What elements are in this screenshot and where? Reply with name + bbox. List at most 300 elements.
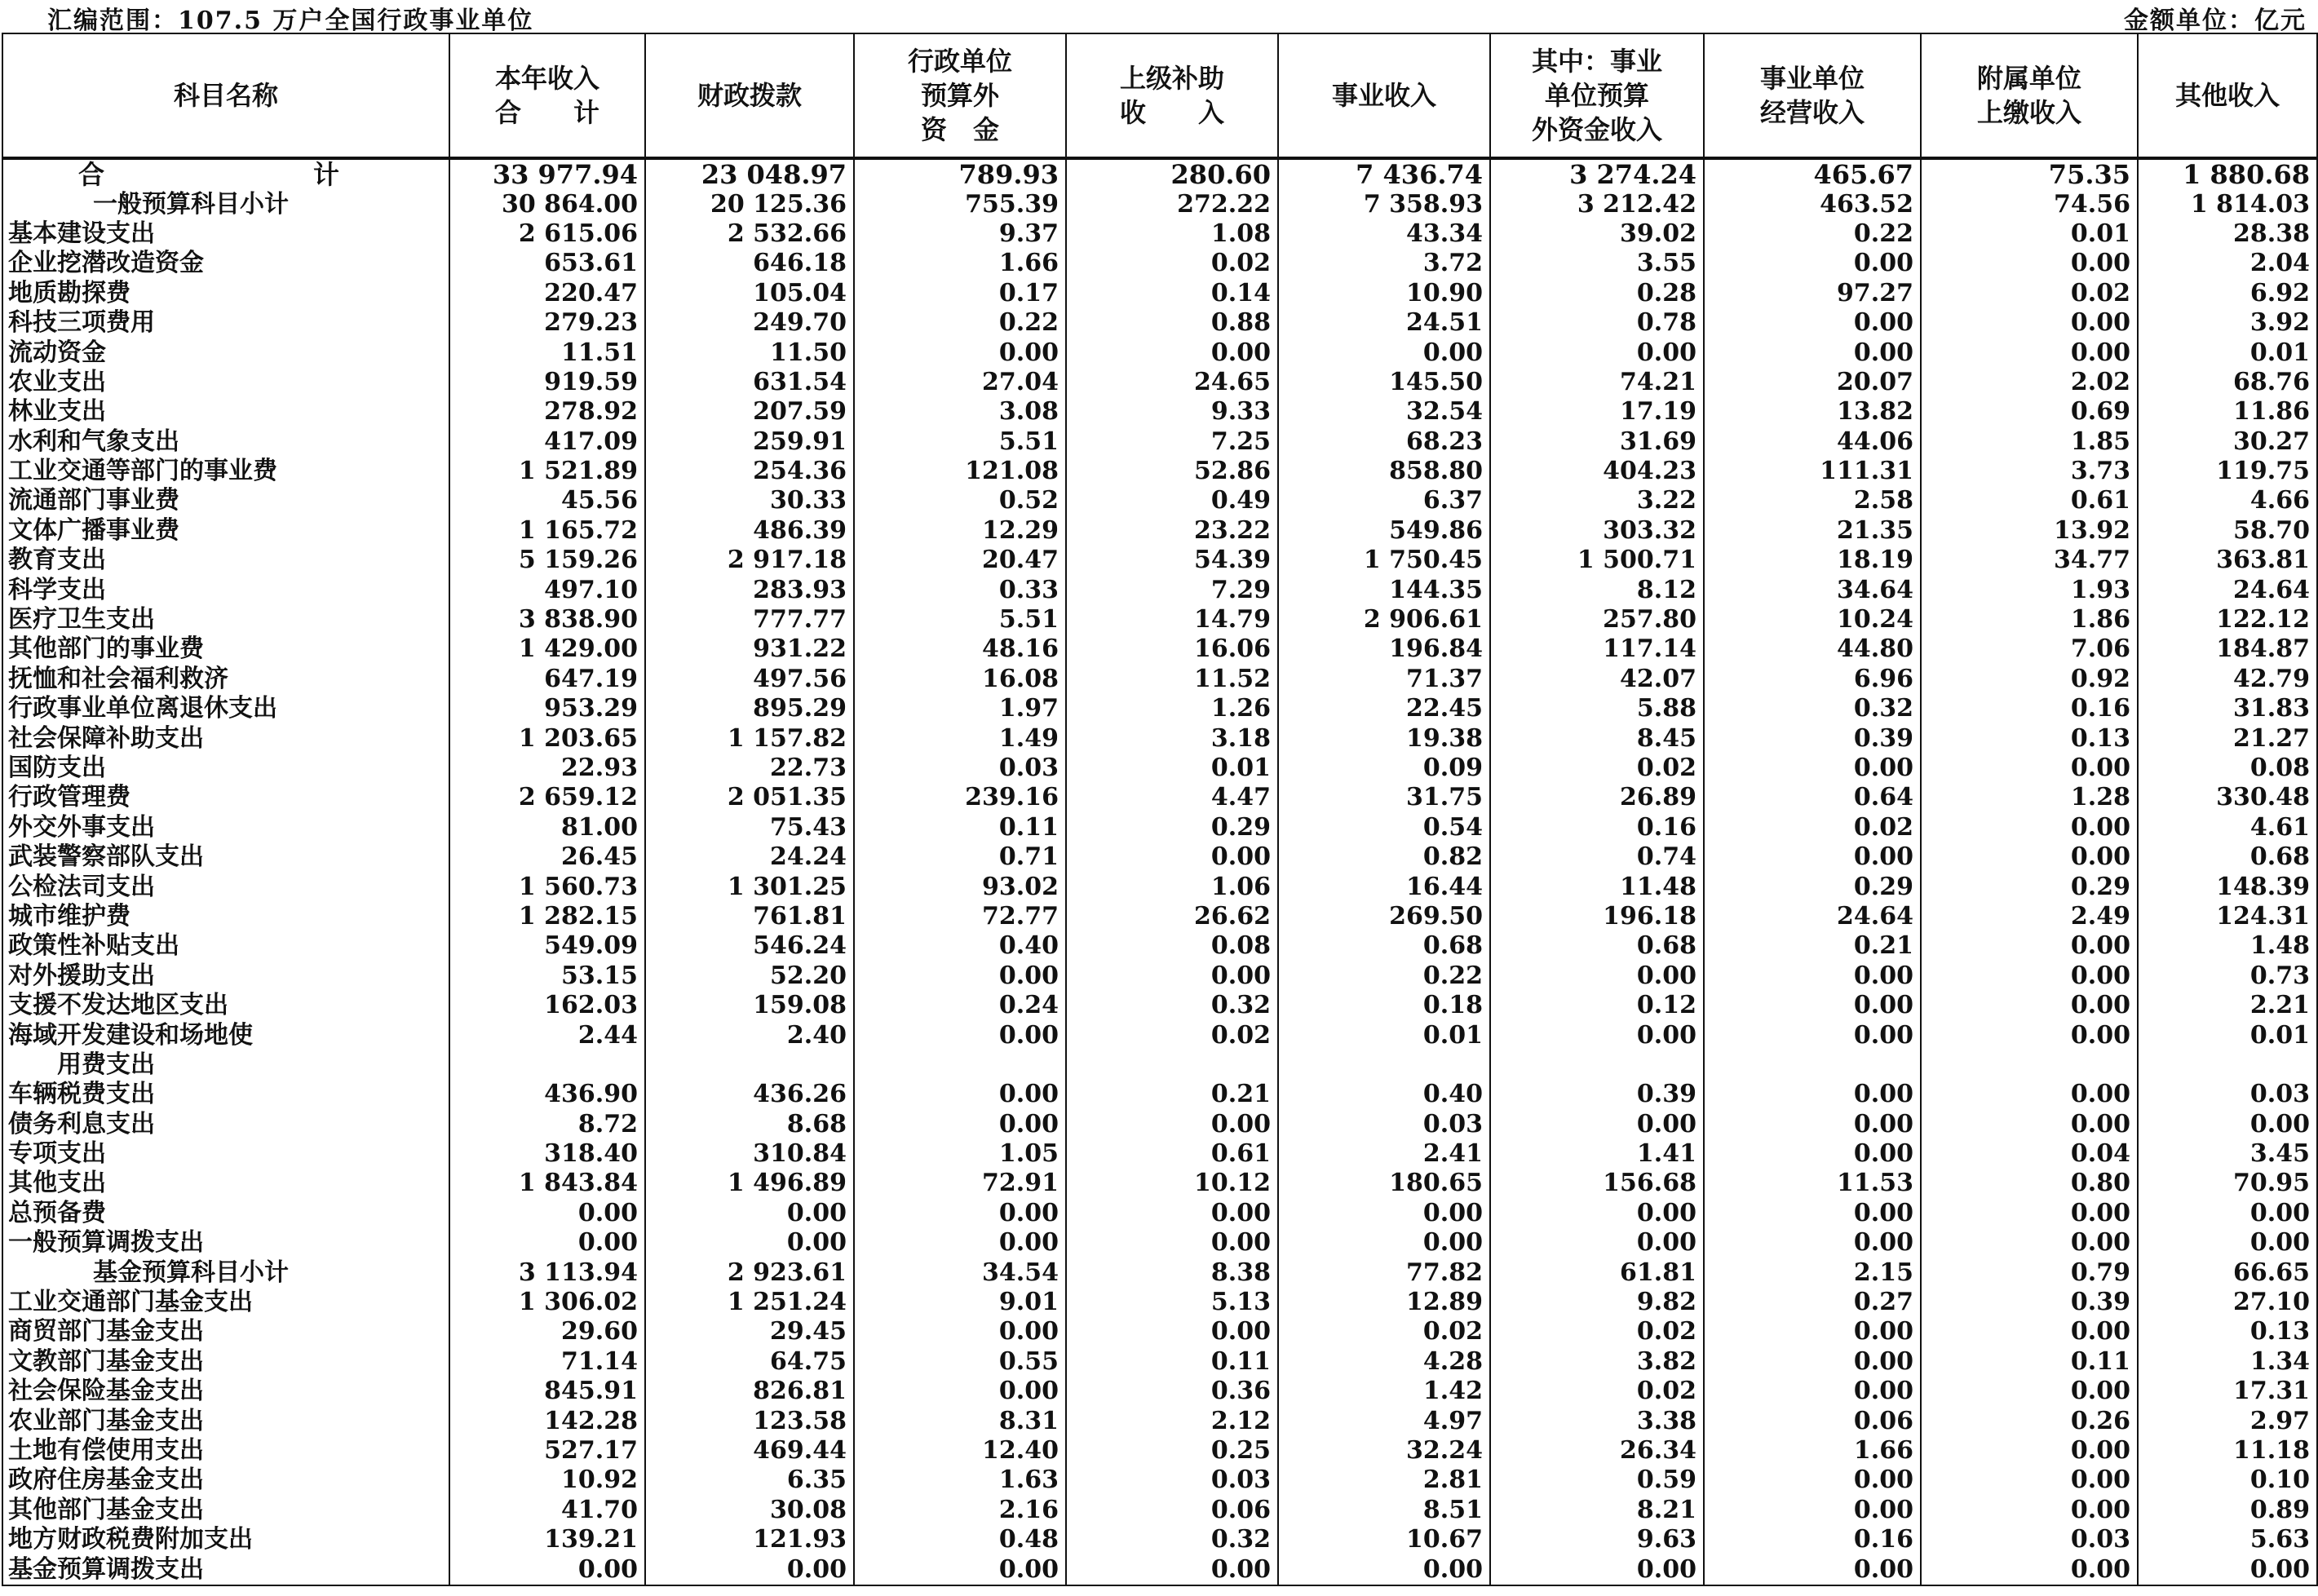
- row-value: 0.03: [1921, 1525, 2138, 1554]
- row-value: 0.79: [1921, 1258, 2138, 1287]
- row-value: 2.02: [1921, 368, 2138, 397]
- table-row: [2, 783, 2317, 812]
- row-value: 259.91: [645, 427, 854, 457]
- row-value: 3.92: [2138, 308, 2317, 338]
- row-value: 8.38: [1066, 1258, 1278, 1287]
- row-value: 0.08: [2138, 754, 2317, 783]
- row-value: 0.68: [1490, 931, 1704, 961]
- table-row: [2, 1406, 2317, 1435]
- row-value: 0.00: [1921, 1554, 2138, 1585]
- row-value: 10.67: [1278, 1525, 1490, 1554]
- row-value: 0.12: [1490, 991, 1704, 1020]
- row-label: 地方财政税费附加支出: [2, 1525, 449, 1554]
- row-value: 0.26: [1921, 1406, 2138, 1435]
- row-value: 5.88: [1490, 694, 1704, 723]
- row-value: 254.36: [645, 457, 854, 486]
- row-value: 3.22: [1490, 486, 1704, 515]
- row-value: 93.02: [854, 872, 1066, 901]
- row-value: 220.47: [449, 279, 645, 308]
- row-value: 61.81: [1490, 1258, 1704, 1287]
- row-value: 139.21: [449, 1525, 645, 1554]
- row-label: 其他部门基金支出: [2, 1496, 449, 1525]
- row-value: 0.54: [1278, 813, 1490, 842]
- total-row: [2, 158, 2317, 189]
- row-value: 22.45: [1278, 694, 1490, 723]
- row-value: 0.00: [1278, 1199, 1490, 1228]
- row-value: 404.23: [1490, 457, 1704, 486]
- row-value: 5.63: [2138, 1525, 2317, 1554]
- row-value: 631.54: [645, 368, 854, 397]
- row-value: 1.34: [2138, 1347, 2317, 1377]
- row-value: 0.00: [1921, 842, 2138, 872]
- row-value: 30.33: [645, 486, 854, 515]
- row-value: 549.09: [449, 931, 645, 961]
- row-value: 0.00: [1704, 1377, 1921, 1406]
- row-value: 2 051.35: [645, 783, 854, 812]
- table-row: [2, 1377, 2317, 1406]
- row-value: 34.54: [854, 1258, 1066, 1287]
- row-value: 74.21: [1490, 368, 1704, 397]
- row-value: 31.83: [2138, 694, 2317, 723]
- table-row: [2, 931, 2317, 961]
- row-value: 0.00: [1921, 1377, 2138, 1406]
- row-value: 30.27: [2138, 427, 2317, 457]
- row-label: 抚恤和社会福利救济: [2, 665, 449, 694]
- row-value: 29.45: [645, 1317, 854, 1346]
- row-value: 0.00: [854, 1199, 1066, 1228]
- row-value: [1704, 1050, 1921, 1080]
- row-label: 政府住房基金支出: [2, 1466, 449, 1495]
- row-value: 10.90: [1278, 279, 1490, 308]
- row-value: 18.19: [1704, 546, 1921, 575]
- row-value: 1.06: [1066, 872, 1278, 901]
- row-value: 1 165.72: [449, 516, 645, 546]
- row-label: 企业挖潜改造资金: [2, 249, 449, 278]
- row-value: 32.54: [1278, 397, 1490, 427]
- row-value: 0.00: [1704, 1317, 1921, 1346]
- row-value: 53.15: [449, 962, 645, 991]
- row-label: 合 计: [2, 158, 449, 189]
- row-value: 16.44: [1278, 872, 1490, 901]
- row-value: 0.52: [854, 486, 1066, 515]
- row-value: 0.00: [1704, 991, 1921, 1020]
- row-value: 9.33: [1066, 397, 1278, 427]
- row-value: 54.39: [1066, 546, 1278, 575]
- row-value: 10.12: [1066, 1169, 1278, 1198]
- row-value: 0.64: [1704, 783, 1921, 812]
- row-value: 22.73: [645, 754, 854, 783]
- row-value: 1.28: [1921, 783, 2138, 812]
- table-row: [2, 1110, 2317, 1139]
- row-value: 497.56: [645, 665, 854, 694]
- row-value: 2.81: [1278, 1466, 1490, 1495]
- row-value: 777.77: [645, 605, 854, 634]
- row-value: 0.03: [1066, 1466, 1278, 1495]
- row-value: 8.72: [449, 1110, 645, 1139]
- table-row: [2, 723, 2317, 753]
- row-value: 0.13: [1921, 723, 2138, 753]
- row-value: 0.00: [645, 1554, 854, 1585]
- row-value: 4.47: [1066, 783, 1278, 812]
- row-value: 1.08: [1066, 219, 1278, 249]
- table-row: [2, 872, 2317, 901]
- row-value: 159.08: [645, 991, 854, 1020]
- row-value: 0.01: [1921, 219, 2138, 249]
- row-value: 5.51: [854, 605, 1066, 634]
- row-value: 0.59: [1490, 1466, 1704, 1495]
- row-value: 2.44: [449, 1020, 645, 1050]
- row-value: 0.00: [1921, 1436, 2138, 1466]
- row-value: 145.50: [1278, 368, 1490, 397]
- row-value: 7 358.93: [1278, 189, 1490, 219]
- compilation-scope: 汇编范围：107.5 万户全国行政事业单位: [47, 7, 534, 35]
- row-label: 社会保障补助支出: [2, 723, 449, 753]
- row-value: 0.00: [1066, 1317, 1278, 1346]
- row-value: 8.12: [1490, 575, 1704, 604]
- row-value: 0.00: [1704, 1347, 1921, 1377]
- row-value: 3.72: [1278, 249, 1490, 278]
- row-value: 0.02: [1921, 279, 2138, 308]
- row-value: 9.82: [1490, 1288, 1704, 1317]
- row-value: 4.61: [2138, 813, 2317, 842]
- row-label: 地质勘探费: [2, 279, 449, 308]
- row-value: 8.51: [1278, 1496, 1490, 1525]
- row-label: 国防支出: [2, 754, 449, 783]
- row-value: 162.03: [449, 991, 645, 1020]
- table-row: [2, 1525, 2317, 1554]
- row-value: 0.00: [1490, 1020, 1704, 1050]
- row-value: 1.49: [854, 723, 1066, 753]
- row-value: 5.51: [854, 427, 1066, 457]
- row-value: 26.45: [449, 842, 645, 872]
- table-row: [2, 1347, 2317, 1377]
- row-value: 12.29: [854, 516, 1066, 546]
- table-row: [2, 694, 2317, 723]
- row-value: 0.00: [1490, 1199, 1704, 1228]
- row-label: 车辆税费支出: [2, 1080, 449, 1109]
- row-label: 基金预算调拨支出: [2, 1554, 449, 1585]
- row-value: 0.32: [1066, 1525, 1278, 1554]
- row-value: 2.12: [1066, 1406, 1278, 1435]
- row-value: 0.11: [1921, 1347, 2138, 1377]
- row-value: 3 838.90: [449, 605, 645, 634]
- row-value: 4.66: [2138, 486, 2317, 515]
- row-value: 0.10: [2138, 1466, 2317, 1495]
- row-value: 3.55: [1490, 249, 1704, 278]
- row-value: 417.09: [449, 427, 645, 457]
- table-row: [2, 1080, 2317, 1109]
- row-value: 48.16: [854, 634, 1066, 664]
- row-value: 283.93: [645, 575, 854, 604]
- row-value: 0.00: [1490, 338, 1704, 367]
- row-value: 8.45: [1490, 723, 1704, 753]
- row-value: 111.31: [1704, 457, 1921, 486]
- row-value: 2 659.12: [449, 783, 645, 812]
- row-value: 34.64: [1704, 575, 1921, 604]
- row-value: 2.21: [2138, 991, 2317, 1020]
- row-value: 3.45: [2138, 1139, 2317, 1169]
- row-value: 0.00: [1704, 842, 1921, 872]
- row-value: 30.08: [645, 1496, 854, 1525]
- row-value: 3.73: [1921, 457, 2138, 486]
- row-value: 117.14: [1490, 634, 1704, 664]
- table-row: [2, 1050, 2317, 1080]
- table-row: [2, 368, 2317, 397]
- column-header: 事业单位 经营收入: [1704, 33, 1921, 158]
- row-value: 0.00: [1278, 1228, 1490, 1258]
- row-label: 社会保险基金支出: [2, 1377, 449, 1406]
- row-value: 0.33: [854, 575, 1066, 604]
- row-value: 0.22: [1704, 219, 1921, 249]
- row-value: 20.47: [854, 546, 1066, 575]
- row-label: 土地有偿使用支出: [2, 1436, 449, 1466]
- row-value: 0.29: [1704, 872, 1921, 901]
- row-value: 1 429.00: [449, 634, 645, 664]
- row-value: 0.00: [1278, 338, 1490, 367]
- row-value: 72.91: [854, 1169, 1066, 1198]
- row-value: 26.89: [1490, 783, 1704, 812]
- row-value: 0.00: [1704, 1110, 1921, 1139]
- row-value: 0.00: [1921, 813, 2138, 842]
- row-value: 3 113.94: [449, 1258, 645, 1287]
- row-value: 2 906.61: [1278, 605, 1490, 634]
- row-value: 3 212.42: [1490, 189, 1704, 219]
- row-value: 1 750.45: [1278, 546, 1490, 575]
- table-row: [2, 486, 2317, 515]
- row-value: 826.81: [645, 1377, 854, 1406]
- row-label: 教育支出: [2, 546, 449, 575]
- row-label: 商贸部门基金支出: [2, 1317, 449, 1346]
- row-value: 0.00: [854, 1554, 1066, 1585]
- row-label: 医疗卫生支出: [2, 605, 449, 634]
- row-value: 0.00: [1921, 1466, 2138, 1495]
- row-value: 0.16: [1490, 813, 1704, 842]
- row-value: 9.01: [854, 1288, 1066, 1317]
- table-row: [2, 1020, 2317, 1050]
- row-value: 0.49: [1066, 486, 1278, 515]
- row-value: 14.79: [1066, 605, 1278, 634]
- row-value: 0.02: [1278, 1317, 1490, 1346]
- row-value: 1 251.24: [645, 1288, 854, 1317]
- row-value: 0.39: [1921, 1288, 2138, 1317]
- row-value: 0.18: [1278, 991, 1490, 1020]
- row-value: 0.03: [854, 754, 1066, 783]
- row-label: 行政事业单位离退休支出: [2, 694, 449, 723]
- row-value: 39.02: [1490, 219, 1704, 249]
- row-value: 45.56: [449, 486, 645, 515]
- row-value: 761.81: [645, 902, 854, 931]
- row-value: 0.04: [1921, 1139, 2138, 1169]
- row-value: 33 977.94: [449, 158, 645, 189]
- row-value: 931.22: [645, 634, 854, 664]
- row-value: 8.21: [1490, 1496, 1704, 1525]
- column-header: 其中：事业 单位预算 外资金收入: [1490, 33, 1704, 158]
- table-row: [2, 1258, 2317, 1287]
- table-row: [2, 279, 2317, 308]
- row-value: 12.40: [854, 1436, 1066, 1466]
- row-label: 政策性补贴支出: [2, 931, 449, 961]
- row-value: 0.01: [2138, 1020, 2317, 1050]
- row-label: 武装警察部队支出: [2, 842, 449, 872]
- row-value: 497.10: [449, 575, 645, 604]
- table-row: [2, 813, 2317, 842]
- row-value: 3 274.24: [1490, 158, 1704, 189]
- row-value: 465.67: [1704, 158, 1921, 189]
- table-row: [2, 1554, 2317, 1585]
- row-value: 2.15: [1704, 1258, 1921, 1287]
- row-value: 0.00: [2138, 1110, 2317, 1139]
- row-value: 1 301.25: [645, 872, 854, 901]
- row-value: [1490, 1050, 1704, 1080]
- row-value: 953.29: [449, 694, 645, 723]
- row-value: 0.14: [1066, 279, 1278, 308]
- row-value: 0.78: [1490, 308, 1704, 338]
- row-value: 486.39: [645, 516, 854, 546]
- row-value: 0.00: [1921, 1199, 2138, 1228]
- table-row: [2, 1139, 2317, 1169]
- row-label: 科技三项费用: [2, 308, 449, 338]
- row-value: 44.80: [1704, 634, 1921, 664]
- row-value: 0.00: [1921, 308, 2138, 338]
- row-value: 0.00: [1704, 1020, 1921, 1050]
- row-value: 81.00: [449, 813, 645, 842]
- row-value: 330.48: [2138, 783, 2317, 812]
- row-label: 一般预算科目小计: [2, 189, 449, 219]
- row-value: 68.23: [1278, 427, 1490, 457]
- row-label: 基金预算科目小计: [2, 1258, 449, 1287]
- row-value: 28.38: [2138, 219, 2317, 249]
- row-value: 0.02: [1066, 249, 1278, 278]
- row-value: 2 615.06: [449, 219, 645, 249]
- row-value: 7.06: [1921, 634, 2138, 664]
- row-value: 2.41: [1278, 1139, 1490, 1169]
- row-label: 债务利息支出: [2, 1110, 449, 1139]
- table-row: [2, 189, 2317, 219]
- row-value: 1.97: [854, 694, 1066, 723]
- row-value: 0.00: [1066, 842, 1278, 872]
- row-value: 1 843.84: [449, 1169, 645, 1198]
- row-value: 11.50: [645, 338, 854, 367]
- row-value: 0.32: [1066, 991, 1278, 1020]
- row-value: 11.51: [449, 338, 645, 367]
- row-value: 30 864.00: [449, 189, 645, 219]
- table-row: [2, 575, 2317, 604]
- row-value: 1 496.89: [645, 1169, 854, 1198]
- table-row: [2, 991, 2317, 1020]
- row-value: 5 159.26: [449, 546, 645, 575]
- row-value: 1 157.82: [645, 723, 854, 753]
- row-value: 9.37: [854, 219, 1066, 249]
- row-value: 0.00: [1490, 1228, 1704, 1258]
- table-row: [2, 457, 2317, 486]
- row-value: 0.00: [1704, 249, 1921, 278]
- row-value: 469.44: [645, 1436, 854, 1466]
- row-value: 0.80: [1921, 1169, 2138, 1198]
- column-header: 事业收入: [1278, 33, 1490, 158]
- row-value: 0.48: [854, 1525, 1066, 1554]
- row-value: 2 532.66: [645, 219, 854, 249]
- row-value: 7 436.74: [1278, 158, 1490, 189]
- row-value: 2.40: [645, 1020, 854, 1050]
- column-header: 本年收入 合 计: [449, 33, 645, 158]
- row-value: [1066, 1050, 1278, 1080]
- column-header: 附属单位 上缴收入: [1921, 33, 2138, 158]
- row-value: 180.65: [1278, 1169, 1490, 1198]
- row-value: 22.93: [449, 754, 645, 783]
- row-label: 农业部门基金支出: [2, 1406, 449, 1435]
- row-value: 16.08: [854, 665, 1066, 694]
- row-label: 文体广播事业费: [2, 516, 449, 546]
- row-value: 318.40: [449, 1139, 645, 1169]
- row-value: 0.00: [1066, 1228, 1278, 1258]
- row-value: 68.76: [2138, 368, 2317, 397]
- row-value: 24.64: [2138, 575, 2317, 604]
- row-value: 0.00: [645, 1199, 854, 1228]
- row-value: 75.43: [645, 813, 854, 842]
- row-label: 用费支出: [2, 1050, 449, 1080]
- row-label: 外交外事支出: [2, 813, 449, 842]
- row-label: 支援不发达地区支出: [2, 991, 449, 1020]
- table-row: [2, 605, 2317, 634]
- table-row: [2, 1288, 2317, 1317]
- table-row: [2, 397, 2317, 427]
- row-value: 6.96: [1704, 665, 1921, 694]
- row-value: 2.97: [2138, 1406, 2317, 1435]
- row-value: 0.00: [1066, 962, 1278, 991]
- row-value: 0.00: [1921, 1080, 2138, 1109]
- row-value: 17.31: [2138, 1377, 2317, 1406]
- column-header: 上级补助 收 入: [1066, 33, 1278, 158]
- row-value: 0.00: [449, 1228, 645, 1258]
- row-value: 0.00: [1278, 1554, 1490, 1585]
- row-value: 6.37: [1278, 486, 1490, 515]
- row-value: 0.69: [1921, 397, 2138, 427]
- row-value: 0.00: [1490, 962, 1704, 991]
- row-value: 0.00: [1066, 1554, 1278, 1585]
- row-value: 1.93: [1921, 575, 2138, 604]
- row-value: 123.58: [645, 1406, 854, 1435]
- row-label: 林业支出: [2, 397, 449, 427]
- table-row: [2, 1496, 2317, 1525]
- row-value: 3.18: [1066, 723, 1278, 753]
- row-value: 0.16: [1704, 1525, 1921, 1554]
- row-value: 0.00: [1921, 931, 2138, 961]
- amount-unit: 金额单位：亿元: [2124, 7, 2307, 35]
- row-value: 31.69: [1490, 427, 1704, 457]
- row-value: 0.00: [854, 338, 1066, 367]
- row-value: 1.48: [2138, 931, 2317, 961]
- row-value: 0.00: [1704, 1199, 1921, 1228]
- row-value: 124.31: [2138, 902, 2317, 931]
- row-value: 0.00: [1704, 962, 1921, 991]
- row-value: 24.64: [1704, 902, 1921, 931]
- row-label: 海域开发建设和场地使: [2, 1020, 449, 1050]
- row-value: 2.04: [2138, 249, 2317, 278]
- row-value: 1 880.68: [2138, 158, 2317, 189]
- row-value: 10.24: [1704, 605, 1921, 634]
- row-value: 121.93: [645, 1525, 854, 1554]
- row-value: 11.48: [1490, 872, 1704, 901]
- row-value: 0.00: [1921, 1228, 2138, 1258]
- row-value: 105.04: [645, 279, 854, 308]
- row-value: 19.38: [1278, 723, 1490, 753]
- row-value: 6.35: [645, 1466, 854, 1495]
- row-value: 1 203.65: [449, 723, 645, 753]
- row-value: 71.14: [449, 1347, 645, 1377]
- row-label: 基本建设支出: [2, 219, 449, 249]
- row-value: 24.51: [1278, 308, 1490, 338]
- row-value: 0.11: [854, 813, 1066, 842]
